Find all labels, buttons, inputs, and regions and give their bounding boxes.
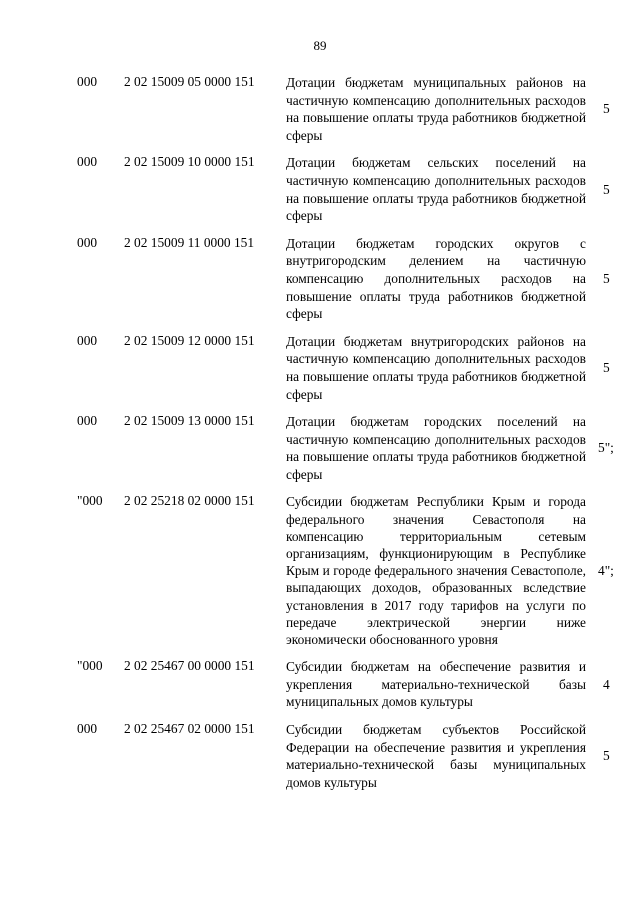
- table-row: [0, 235, 640, 323]
- income-description: Дотации бюджетам городских округов с внутригородским делением на частичную компенсацию дополнительных расходов на повышение оплаты труда работников бюджетной сферы: [286, 235, 586, 322]
- table-row: [0, 493, 640, 648]
- admin-code: 000: [77, 154, 98, 170]
- row-value: 5: [603, 359, 610, 375]
- income-description: Субсидии бюджетам на обеспечение развития и укрепления материально-технической базы муниципальных домов культуры: [286, 659, 586, 710]
- budget-classification-code: 2 02 15009 10 0000 151: [124, 154, 255, 170]
- table-row: [0, 721, 640, 791]
- row-value: 5: [603, 748, 610, 764]
- admin-code: 000: [77, 721, 98, 737]
- income-description: Субсидии бюджетам субъектов Российской Федерации на обеспечение развития и укрепления материально-технической базы муниципальных домов культуры: [286, 722, 586, 790]
- row-value: 4";: [598, 562, 614, 578]
- income-description: Дотации бюджетам городских поселений на частичную компенсацию дополнительных расходов на повышение оплаты труда работников бюджетной сферы: [286, 414, 586, 482]
- income-description: Дотации бюджетам муниципальных районов на частичную компенсацию дополнительных расходов на повышение оплаты труда работников бюджетной сферы: [286, 75, 586, 143]
- budget-classification-code: 2 02 25467 02 0000 151: [124, 721, 255, 737]
- income-description: Дотации бюджетам внутригородских районов на частичную компенсацию дополнительных расходов на повышение оплаты труда работников бюджетной сферы: [286, 333, 586, 402]
- budget-classification-code: 2 02 15009 13 0000 151: [124, 413, 255, 429]
- table-row: [0, 413, 640, 483]
- admin-code: "000: [77, 493, 103, 509]
- table-row: [0, 74, 640, 144]
- budget-classification-code: 2 02 25467 00 0000 151: [124, 658, 255, 674]
- admin-code: "000: [77, 658, 103, 674]
- page-number: 89: [313, 38, 327, 53]
- admin-code: 000: [77, 74, 98, 89]
- budget-classification-code: 2 02 25218 02 0000 151: [124, 493, 255, 509]
- income-description: Субсидии бюджетам Республики Крым и города федерального значения Севастополя на компенсацию территориальным сетевым организациям, функционирующим в Республике Крым и городе федерального значения Севастополе, выпадающих доходов, образованных вследствие установления в 2017 году тарифов на услуги по передаче электрической энергии ниже экономически обоснованного уровня: [286, 494, 586, 648]
- budget-classification-code: 2 02 15009 12 0000 151: [124, 332, 255, 348]
- budget-classification-code: 2 02 15009 11 0000 151: [124, 234, 255, 250]
- table-row: [0, 154, 640, 224]
- budget-code-table: [0, 74, 640, 801]
- admin-code: 000: [77, 332, 98, 348]
- admin-code: 000: [77, 413, 98, 429]
- row-value: 4: [603, 676, 610, 692]
- budget-classification-code: 2 02 15009 05 0000 151: [124, 74, 255, 89]
- row-value: 5";: [598, 440, 614, 456]
- admin-code: 000: [77, 234, 98, 250]
- row-value: 5: [603, 101, 610, 117]
- table-row: [0, 658, 640, 711]
- row-value: 5: [603, 270, 610, 286]
- row-value: 5: [603, 181, 610, 197]
- table-row: [0, 333, 640, 403]
- income-description: Дотации бюджетам сельских поселений на частичную компенсацию дополнительных расходов на повышение оплаты труда работников бюджетной сферы: [286, 155, 586, 224]
